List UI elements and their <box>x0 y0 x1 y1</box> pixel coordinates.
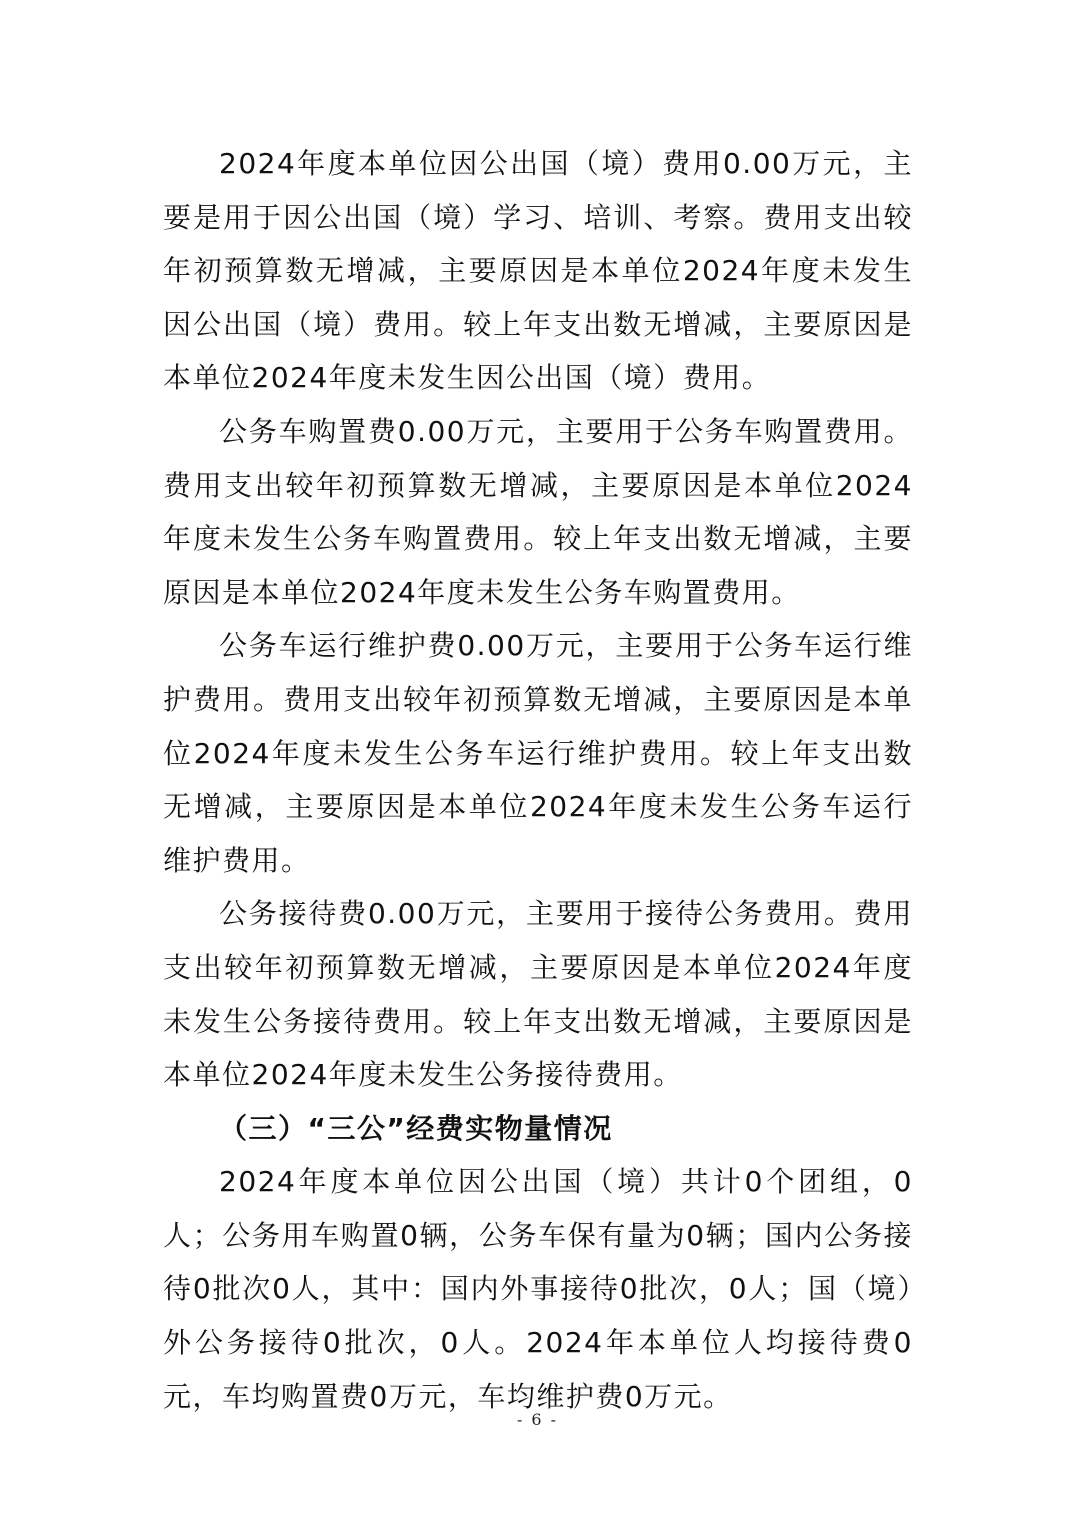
paragraph-physical-quantities: 2024年度本单位因公出国（境）共计0个团组，0人；公务用车购置0辆，公务车保有量为0辆；国内公务接待0批次0人，其中：国内外事接待0批次，0人；国（境）外公务接待0批次，0人。2024年本单位人均接待费0元，车均购置费0万元，车均维护费0万元。 <box>163 1165 913 1413</box>
paragraph-overseas-travel: 2024年度本单位因公出国（境）费用0.00万元，主要是用于因公出国（境）学习、培训、考察。费用支出较年初预算数无增减，主要原因是本单位2024年度未发生因公出国（境）费用。较上年支出数无增减，主要原因是本单位2024年度未发生因公出国（境）费用。 <box>163 147 913 395</box>
paragraph-reception: 公务接待费0.00万元，主要用于接待公务费用。费用支出较年初预算数无增减，主要原因是本单位2024年度未发生公务接待费用。较上年支出数无增减，主要原因是本单位2024年度未发生公务接待费用。 <box>163 897 913 1092</box>
paragraph-vehicle-purchase: 公务车购置费0.00万元，主要用于公务车购置费用。费用支出较年初预算数无增减，主要原因是本单位2024年度未发生公务车购置费用。较上年支出数无增减，主要原因是本单位2024年度未发生公务车购置费用。 <box>163 414 913 609</box>
paragraph-vehicle-maintenance: 公务车运行维护费0.00万元，主要用于公务车运行维护费用。费用支出较年初预算数无增减，主要原因是本单位2024年度未发生公务车运行维护费用。较上年支出数无增减，主要原因是本单位2024年度未发生公务车运行维护费用。 <box>163 629 913 877</box>
document-body <box>163 137 913 1423</box>
section-heading: （三）“三公”经费实物量情况 <box>219 1111 613 1145</box>
page-number: - 6 - <box>516 1410 559 1429</box>
